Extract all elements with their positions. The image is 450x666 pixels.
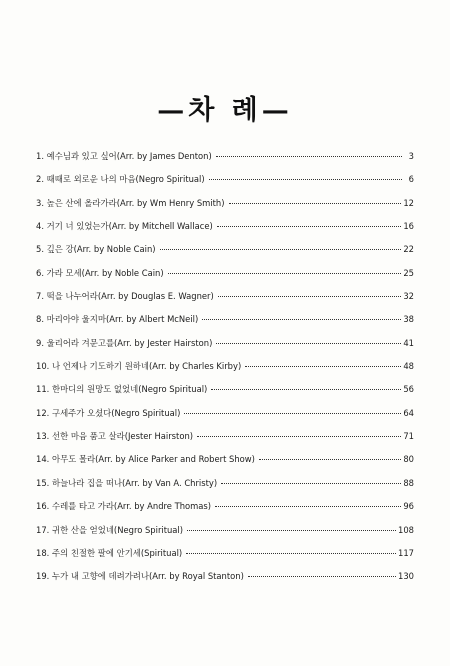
toc-entry-title: 19. 누가 내 고향에 데려가려나(Arr. by Royal Stanton): [36, 571, 244, 582]
toc-entry-title: 11. 한마디의 원망도 없었네(Negro Spiritual): [36, 384, 208, 395]
dot-leader: [211, 389, 401, 390]
toc-entry: [36, 220, 414, 243]
toc-entry-page-number: 88: [403, 477, 414, 488]
toc-entry: [36, 360, 414, 383]
dot-leader: [248, 576, 396, 577]
toc-entry-page-number: 64: [403, 407, 414, 418]
toc-entry-title: 18. 주의 친절한 팔에 안기세(Spiritual): [36, 547, 183, 558]
toc-entry: [36, 524, 414, 547]
toc-entry-title: 8. 마리아야 울지마(Arr. by Albert McNeil): [36, 314, 199, 325]
dot-leader: [168, 273, 402, 274]
page-title: —차 례—: [157, 95, 293, 126]
toc-entry: [36, 337, 414, 360]
toc-entry-title: 12. 구세주가 오셨다(Negro Spiritual): [36, 407, 181, 418]
dot-leader: [186, 553, 396, 554]
toc-entry-title: 9. 울리어라 겨문고를(Arr. by Jester Hairston): [36, 337, 213, 348]
dot-leader: [202, 319, 401, 320]
toc-entry: [36, 547, 414, 570]
toc-entry-title: 3. 높은 산에 올라가라(Arr. by Wm Henry Smith): [36, 197, 225, 208]
toc-entry: [36, 290, 414, 313]
toc-entry: [36, 197, 414, 220]
toc-entry-title: 13. 선한 마음 품고 살라(Jester Hairston): [36, 431, 194, 442]
toc-entry: [36, 407, 414, 430]
toc-entry-page-number: 38: [403, 314, 414, 325]
toc-entry: [36, 500, 414, 523]
dot-leader: [218, 296, 402, 297]
dot-leader: [259, 459, 401, 460]
toc-entry-title: 15. 하늘나라 집을 떠나(Arr. by Van A. Christy): [36, 477, 218, 488]
dot-leader: [216, 156, 402, 157]
toc-entry-page-number: 96: [403, 501, 414, 512]
toc-entry-title: 1. 예수님과 있고 싶어(Arr. by James Denton): [36, 151, 212, 161]
toc-entry-page-number: 130: [398, 571, 414, 582]
toc-entry-title: 16. 수레를 타고 가라(Arr. by Andre Thomas): [36, 501, 212, 512]
toc-entry-page-number: 3: [408, 151, 414, 161]
dot-leader: [187, 530, 396, 531]
toc-entry: [36, 267, 414, 290]
dot-leader: [216, 343, 401, 344]
toc-entry-title: 5. 깊은 강(Arr. by Noble Cain): [36, 244, 156, 255]
dot-leader: [221, 483, 401, 484]
toc-entry-page-number: 117: [398, 547, 414, 558]
toc-entry-title: 2. 때때로 외로운 나의 마음(Negro Spiritual): [36, 174, 205, 185]
dot-leader: [217, 226, 402, 227]
dot-leader: [245, 366, 401, 367]
table-of-contents: [36, 150, 414, 594]
toc-entry: [36, 383, 414, 406]
toc-entry-page-number: 22: [403, 244, 414, 255]
toc-entry-page-number: 12: [403, 197, 414, 208]
toc-entry-page-number: 41: [403, 337, 414, 348]
dot-leader: [229, 203, 402, 204]
dot-leader: [209, 179, 402, 180]
dot-leader: [197, 436, 401, 437]
toc-entry-title: 17. 귀한 산을 얻었네(Negro Spiritual): [36, 524, 184, 535]
toc-entry-page-number: 56: [403, 384, 414, 395]
toc-entry-title: 10. 나 언제나 기도하기 원하네(Arr. by Charles Kirby): [36, 361, 242, 372]
toc-entry-page-number: 6: [408, 174, 414, 185]
toc-entry: [36, 150, 414, 173]
toc-entry: [36, 570, 414, 593]
toc-entry-page-number: 25: [403, 267, 414, 278]
toc-entry: [36, 173, 414, 196]
dot-leader: [160, 249, 402, 250]
toc-entry: [36, 430, 414, 453]
toc-entry-title: 6. 가라 모세(Arr. by Noble Cain): [36, 267, 164, 278]
dot-leader: [184, 413, 401, 414]
toc-entry-title: 14. 아무도 몰라(Arr. by Alice Parker and Robert Show): [36, 454, 255, 465]
toc-entry-page-number: 48: [403, 361, 414, 372]
toc-entry-title: 7. 떡을 나누어라(Arr. by Douglas E. Wagner): [36, 291, 214, 302]
toc-entry: [36, 453, 414, 476]
toc-entry-page-number: 80: [403, 454, 414, 465]
toc-entry-page-number: 71: [403, 431, 414, 442]
toc-entry-page-number: 32: [403, 291, 414, 302]
toc-entry-page-number: 16: [403, 221, 414, 232]
toc-entry: [36, 477, 414, 500]
toc-entry: [36, 313, 414, 336]
toc-entry: [36, 243, 414, 266]
toc-entry-page-number: 108: [398, 524, 414, 535]
dot-leader: [215, 506, 401, 507]
toc-entry-title: 4. 거기 너 있었는가(Arr. by Mitchell Wallace): [36, 221, 213, 232]
